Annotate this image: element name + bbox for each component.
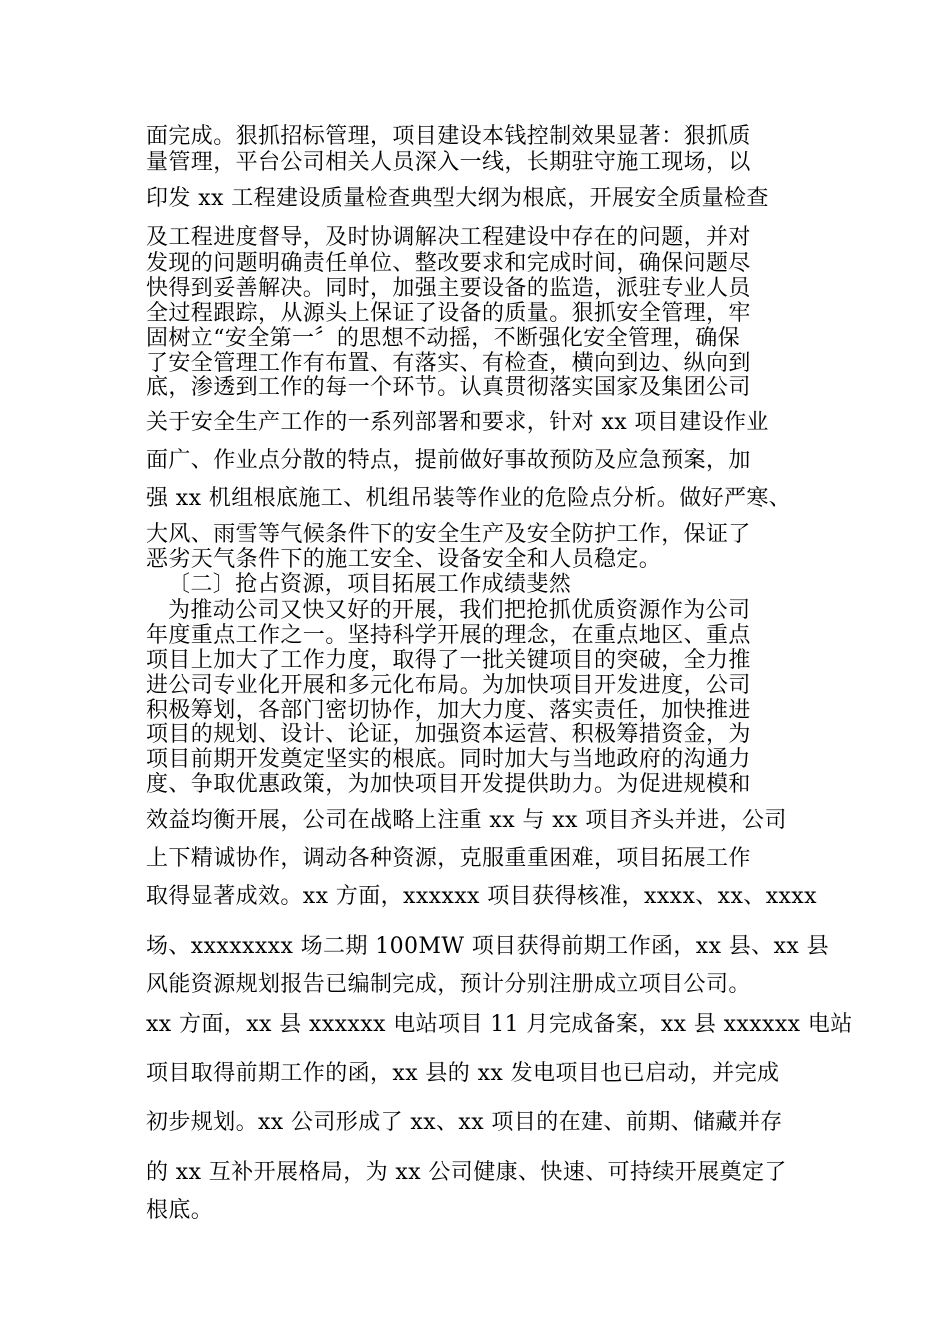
text-line: 项目的规划、设计、论证，加强资本运营、积极筹措资金，为 [146,722,751,747]
text-line: 大风、雨雪等气候条件下的安全生产及安全防护工作，保证了 [146,522,751,547]
text-line: 年度重点工作之一。坚持科学开展的理念，在重点地区、重点 [146,623,751,648]
text-line: 进公司专业化开展和多元化布局。为加快项目开发进度，公司 [146,673,751,698]
text-line: 底，渗透到工作的每一个环节。认真贯彻落实国家及集团公司 [146,375,751,400]
text-line: 为推动公司又快又好的开展，我们把抢抓优质资源作为公司 [168,598,751,623]
text-line: 项目上加大了工作力度，取得了一批关键项目的突破，全力推 [146,648,751,673]
text-line: 恶劣天气条件下的施工安全、设备安全和人员稳定。 [146,547,662,572]
text-line: 的 xx 互补开展格局，为 xx 公司健康、快速、可持续开展奠定了 [146,1160,787,1185]
text-line: 风能资源规划报告已编制完成，预计分别注册成立项目公司。 [146,972,751,997]
text-line: 量管理，平台公司相关人员深入一线，长期驻守施工现场，以 [146,150,751,175]
text-line: 初步规划。xx 公司形成了 xx、xx 项目的在建、前期、储藏并存 [146,1110,783,1135]
text-line: 全过程跟踪，从源头上保证了设备的质量。狠抓安全管理，牢 [146,301,751,326]
text-line: 强 xx 机组根底施工、机组吊装等作业的危险点分析。做好严寒、 [146,486,792,511]
text-line: 效益均衡开展，公司在战略上注重 xx 与 xx 项目齐头并进，公司 [146,808,787,833]
text-line: 根底。 [146,1198,214,1223]
text-line: 度、争取优惠政策，为加快项目开发提供助力。为促进规模和 [146,772,751,797]
text-line: 项目取得前期工作的函，xx 县的 xx 发电项目也已启动，并完成 [146,1061,780,1086]
text-line: 上下精诚协作，调动各种资源，克服重重困难，项目拓展工作 [146,846,751,871]
text-line: 项目前期开发奠定坚实的根底。同时加大与当地政府的沟通力 [146,747,751,772]
text-line: xx 方面，xx 县 xxxxxx 电站项目 11 月完成备案，xx 县 xxxxxx 电站 [146,1012,853,1037]
text-line: 面完成。狠抓招标管理，项目建设本钱控制效果显著：狠抓质 [146,124,751,149]
text-line: 面广、作业点分散的特点，提前做好事故预防及应急预案，加 [146,448,751,473]
text-line: 积极筹划，各部门密切协作，加大力度、落实责任，加快推进 [146,698,751,723]
section-heading: 〔二〕抢占资源，项目拓展工作成绩斐然 [168,572,572,597]
text-line: 场、xxxxxxxx 场二期 100MW 项目获得前期工作函，xx 县、xx 县 [146,934,829,959]
text-line: 了安全管理工作有布置、有落实、有检查，横向到边、纵向到 [146,351,751,376]
text-line: 关于安全生产工作的一系列部署和要求，针对 xx 项目建设作业 [146,410,769,435]
text-line: 固树立“安全第一〞的思想不动摇，不断强化安全管理，确保 [146,326,741,351]
text-line: 及工程进度督导，及时协调解决工程建设中存在的问题，并对 [146,225,751,250]
text-line: 取得显著成效。xx 方面，xxxxxx 项目获得核准，xxxx、xx、xxxx [146,884,817,909]
text-line: 发现的问题明确责任单位、整改要求和完成时间，确保问题尽 [146,251,751,276]
text-line: 印发 xx 工程建设质量检查典型大纲为根底，开展安全质量检查 [146,186,769,211]
text-line: 快得到妥善解决。同时，加强主要设备的监造，派驻专业人员 [146,276,751,301]
